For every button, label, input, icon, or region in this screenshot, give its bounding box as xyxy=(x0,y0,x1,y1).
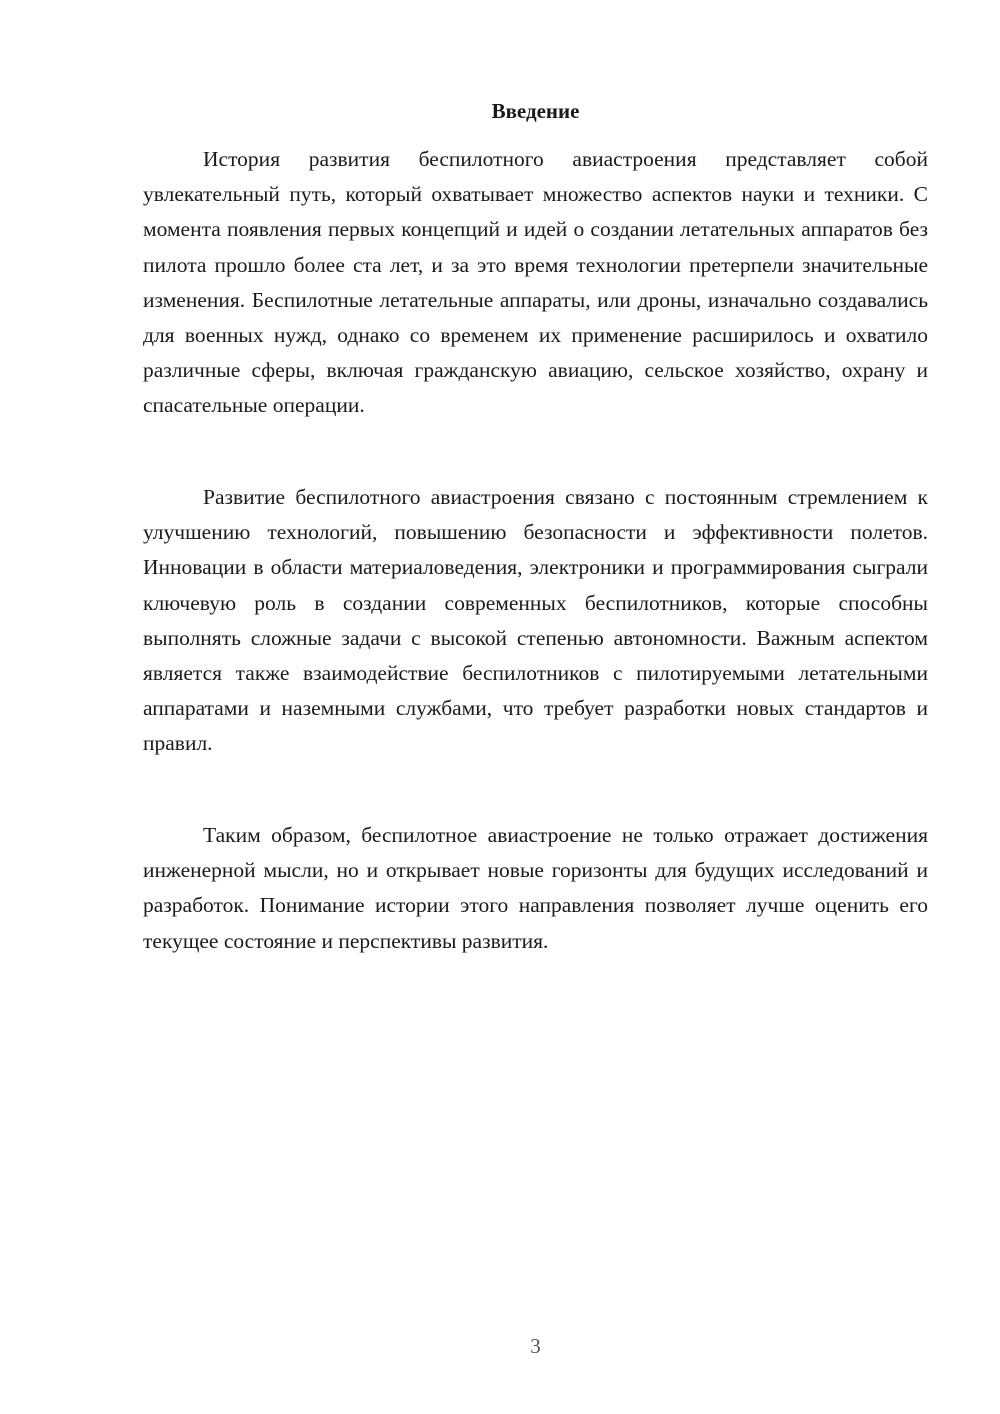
paragraph-1: История развития беспилотного авиастроения представляет собой увлекательный путь, который охватывает множество аспектов науки и техники. С момента появления первых концепций и идей о создании летательных аппаратов без пилота прошло более ста лет, и за это время технологии претерпели значительные изменения. Беспилотные летательные аппараты, или дроны, изначально создавались для военных нужд, однако со временем их применение расширилось и охватило различные сферы, включая гражданскую авиацию, сельское хозяйство, охрану и спасательные операции. xyxy=(143,147,928,418)
page-number: 3 xyxy=(530,1334,541,1358)
paragraph-3: Таким образом, беспилотное авиастроение не только отражает достижения инженерной мысли, но и открывает новые горизонты для будущих исследований и разработок. Понимание истории этого направления позволяет лучше оценить его текущее состояние и перспективы развития. xyxy=(143,823,928,953)
section-heading: Введение xyxy=(491,99,580,123)
paragraph-2: Развитие беспилотного авиастроения связано с постоянным стремлением к улучшению технологий, повышению безопасности и эффективности полетов. Инновации в области материаловедения, электроники и программирования сыграли ключевую роль в создании современных беспилотников, которые способны выполнять сложные задачи с высокой степенью автономности. Важным аспектом является также взаимодействие беспилотников с пилотируемыми летательными аппаратами и наземными службами, что требует разработки новых стандартов и правил. xyxy=(143,485,928,756)
